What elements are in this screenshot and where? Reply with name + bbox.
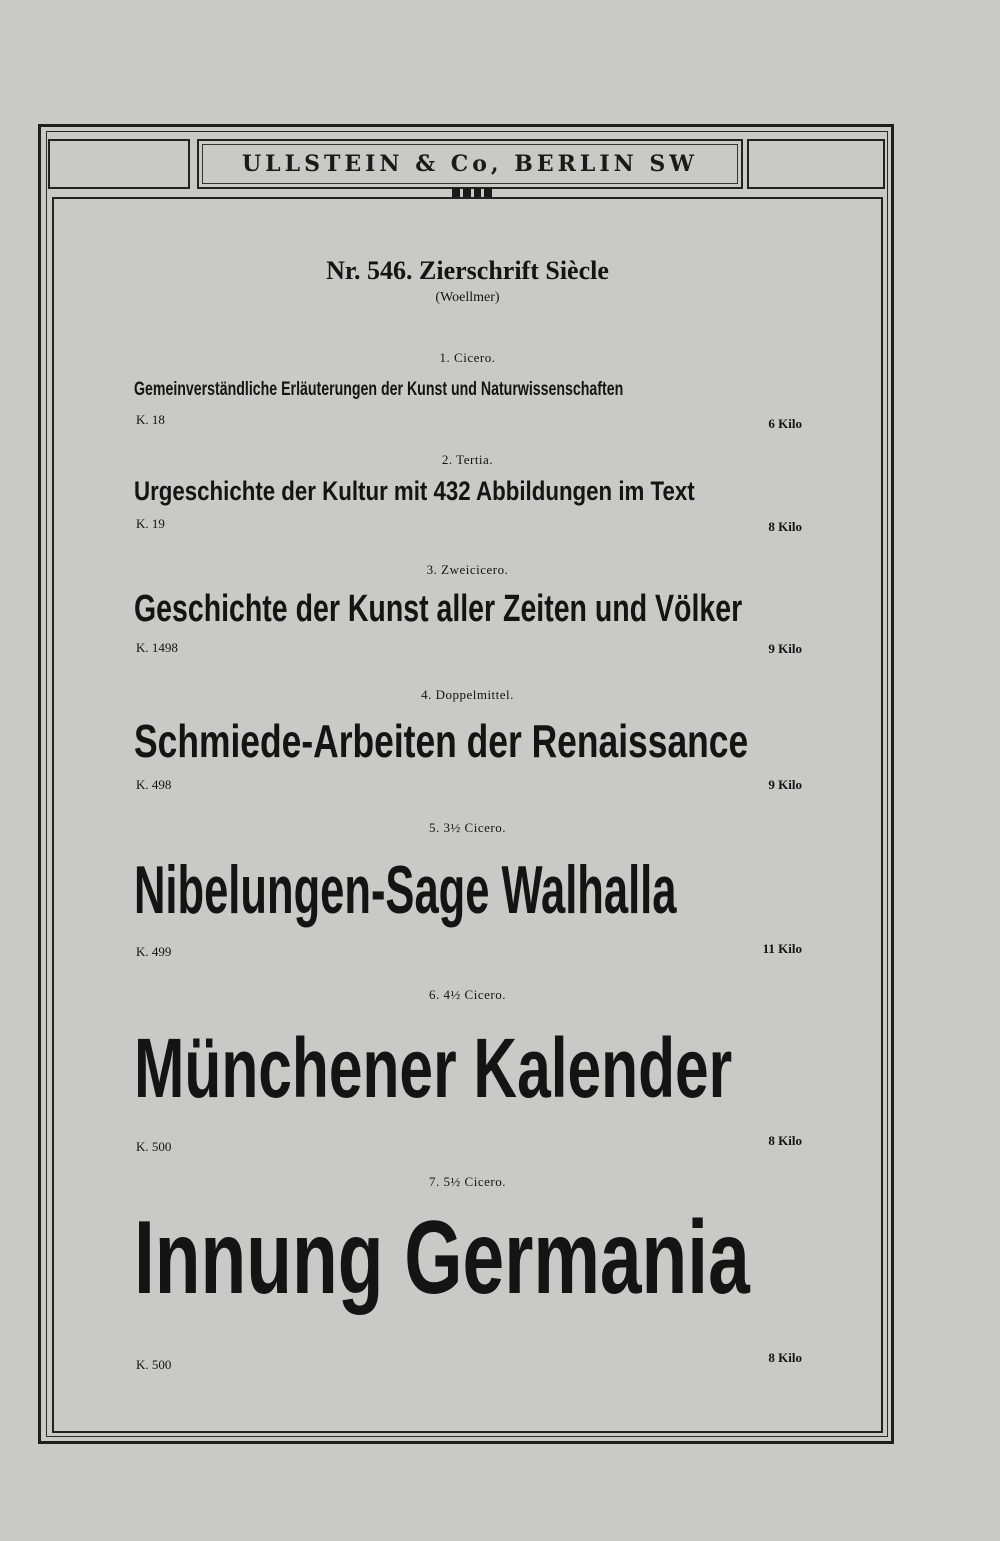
page-subtitle: (Woellmer)	[435, 290, 500, 305]
header-box-left	[48, 139, 190, 189]
specimen-weight: 9 Kilo	[768, 777, 802, 792]
page-title: Nr. 546. Zierschrift Siècle	[326, 256, 609, 285]
specimen-code: K. 19	[136, 516, 165, 531]
header-banner	[197, 139, 743, 189]
specimen-code: K. 500	[136, 1357, 172, 1372]
specimen-sample: Münchener Kalender	[134, 1021, 733, 1115]
specimen-size-label: 1. Cicero.	[439, 350, 496, 365]
specimen-size-label: 5. 3½ Cicero.	[429, 820, 506, 835]
specimen-weight: 8 Kilo	[768, 1350, 802, 1365]
specimen-size-label: 6. 4½ Cicero.	[429, 987, 506, 1002]
specimen-sample: Urgeschichte der Kultur mit 432 Abbildungen im Text	[134, 476, 695, 506]
specimen-size-label: 7. 5½ Cicero.	[429, 1174, 506, 1189]
specimen-weight: 6 Kilo	[768, 416, 802, 431]
specimen-weight: 9 Kilo	[768, 641, 802, 656]
specimen-sample: Geschichte der Kunst aller Zeiten und Völker	[134, 588, 743, 630]
specimen-size-label: 4. Doppelmittel.	[421, 687, 514, 702]
specimen-code: K. 1498	[136, 640, 178, 655]
specimen-code: K. 499	[136, 944, 172, 959]
specimen-sample: Innung Germania	[134, 1200, 750, 1316]
specimen-weight: 8 Kilo	[768, 519, 802, 534]
specimen-code: K. 500	[136, 1139, 172, 1154]
header-ornament	[452, 188, 492, 197]
specimen-code: K. 498	[136, 777, 172, 792]
specimen-weight: 8 Kilo	[768, 1133, 802, 1148]
specimen-weight: 11 Kilo	[762, 941, 802, 956]
specimen-sample: Gemeinverständliche Erläuterungen der Kunst und Naturwissenschaften	[134, 379, 624, 400]
specimen-size-label: 2. Tertia.	[441, 452, 494, 467]
specimen-code: K. 18	[136, 412, 165, 427]
publisher-name: ULLSTEIN & Co, BERLIN SW	[241, 151, 698, 177]
header-box-right	[747, 139, 885, 189]
specimen-sample: Nibelungen-Sage Walhalla	[134, 852, 677, 928]
specimen-size-label: 3. Zweicicero.	[426, 562, 509, 577]
specimen-sample: Schmiede-Arbeiten der Renaissance	[134, 715, 749, 767]
